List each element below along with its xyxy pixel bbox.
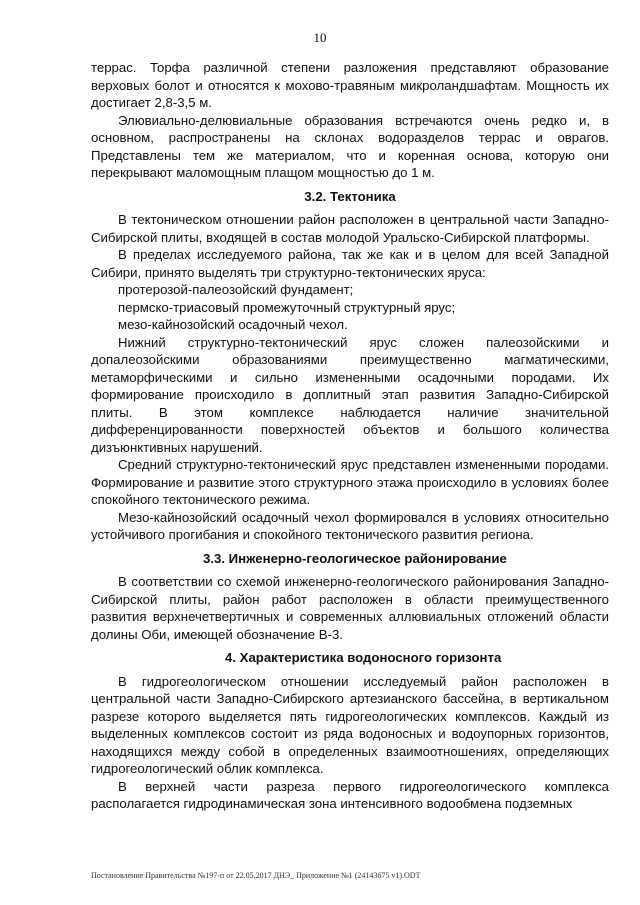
paragraph-upper-tier: Мезо-кайнозойский осадочный чехол формировался в условиях относительно устойчивого прогибания и спокойного тектонического развития региона.	[91, 509, 609, 542]
paragraph-middle-tier: Средний структурно-тектонический ярус представлен измененными породами. Формирование и развитие этого структурного этажа происходило в условиях более спокойного тектонического режима.	[91, 457, 609, 507]
paragraph-hydrogeology: В гидрогеологическом отношении исследуемый район расположен в центральной части Западно-Сибирского артезианского бассейна, в вертикальном разрезе которого выделяется пять гидрогеологических комплексов. Каждый из выделенных комплексов состоит из ряда водоносных и водоупорных горизонтов, находящихся между собой в определенных взаимоотношениях, определяющих гидрогеологический облик комплекса.	[91, 673, 609, 776]
document-footer: Постановление Правительства №197-п от 22.05.2017 ДНЭ_ Приложение №1 (24143675 v1).ODT	[91, 871, 421, 880]
heading-aquifer: 4. Характеристика водоносного горизонта	[225, 650, 502, 665]
list-item-cover: мезо-кайнозойский осадочный чехол.	[118, 317, 348, 332]
heading-tectonics: 3.2. Тектоника	[304, 188, 396, 204]
paragraph-water-exchange: В верхней части разреза первого гидрогеологического комплекса располагается гидродинамическая зона интенсивного водообмена подземных	[91, 778, 609, 811]
page-number: 10	[313, 30, 327, 45]
list-item-basement: протерозой-палеозойский фундамент;	[118, 282, 354, 297]
paragraph-tectonic-position: В тектоническом отношении район расположен в центральной части Западно-Сибирской плиты, входящей в состав молодой Уральско-Сибирской платформы.	[91, 212, 609, 245]
paragraph-tiers-intro: В пределах исследуемого района, так же как и в целом для всей Западной Сибири, принято выделять три структурно-тектонических яруса:	[91, 247, 609, 280]
paragraph-zoning: В соответствии со схемой инженерно-геологического районирования Западно-Сибирской плиты, район работ расположен в области преимущественного развития верхнечетвертичных и современных аллювиальных отложений области долины Оби, имеющей обозначение В-3.	[91, 574, 609, 642]
heading-zoning: 3.3. Инженерно-геологическое районирование	[203, 550, 507, 566]
list-item-intermediate: пермско-триасовый промежуточный структурный ярус;	[118, 299, 456, 315]
document-body	[91, 59, 609, 813]
paragraph-peat: террас. Торфа различной степени разложения представляют образование верховых болот и относятся к мохово-травяным микроландшафтам. Мощность их достигает 2,8-3,5 м.	[91, 60, 609, 110]
paragraph-eluvial: Элювиально-делювиальные образования встречаются очень редко и, в основном, распространены на склонах водоразделов террас и оврагов. Представлены тем же материалом, что и коренная основа, которую они перекрывают маломощным плащом мощностью до 1 м.	[91, 112, 609, 180]
paragraph-lower-tier: Нижний структурно-тектонический ярус сложен палеозойскими и допалеозойскими образованиями преимущественно магматическими, метаморфическими и сильно измененными осадочными породами. Их формирование происходило в доплитный этап развития Западно-Сибирской плиты. В этом комплексе наблюдается наличие значительной дифференцированности поверхностей объектов и большого количества дизъюнктивных нарушений.	[91, 334, 609, 455]
